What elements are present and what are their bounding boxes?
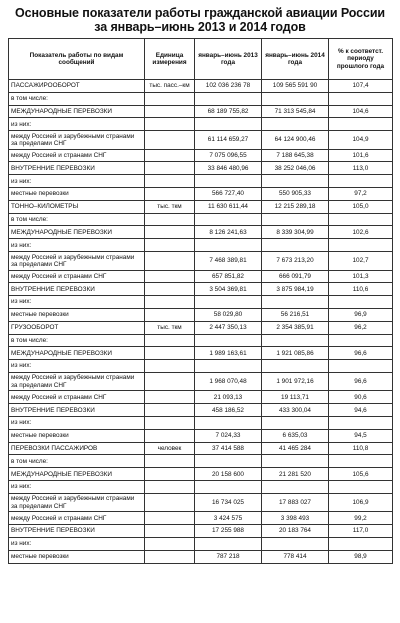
cell-unit	[145, 239, 195, 252]
cell-percent	[329, 175, 393, 188]
cell-2013: 1 968 070,48	[195, 372, 262, 391]
cell-2013: 8 126 241,63	[195, 226, 262, 239]
document-title	[8, 6, 392, 34]
cell-indicator: в том числе:	[9, 334, 145, 347]
cell-percent: 106,9	[329, 493, 393, 512]
cell-percent: 107,4	[329, 80, 393, 93]
table-row	[9, 455, 393, 468]
cell-2013: 11 630 611,44	[195, 200, 262, 213]
cell-indicator: между Россией и зарубежными странами за пределами СНГ	[9, 493, 145, 512]
cell-percent	[329, 213, 393, 226]
cell-percent: 110,6	[329, 283, 393, 296]
cell-2013: 7 468 389,81	[195, 252, 262, 271]
cell-indicator: из них:	[9, 118, 145, 131]
cell-2014: 550 905,33	[262, 188, 329, 201]
cell-unit	[145, 455, 195, 468]
table-row	[9, 252, 393, 271]
cell-unit	[145, 118, 195, 131]
cell-indicator: между Россией и странами СНГ	[9, 149, 145, 162]
cell-2014	[262, 296, 329, 309]
cell-percent: 105,6	[329, 468, 393, 481]
cell-unit	[145, 92, 195, 105]
cell-2013: 16 734 025	[195, 493, 262, 512]
cell-unit	[145, 283, 195, 296]
cell-indicator: между Россией и странами СНГ	[9, 270, 145, 283]
cell-percent: 96,2	[329, 321, 393, 334]
table-row	[9, 213, 393, 226]
cell-percent: 96,6	[329, 372, 393, 391]
cell-unit	[145, 105, 195, 118]
cell-unit	[145, 149, 195, 162]
cell-2014	[262, 175, 329, 188]
cell-unit	[145, 537, 195, 550]
cell-indicator: МЕЖДУНАРОДНЫЕ ПЕРЕВОЗКИ	[9, 226, 145, 239]
cell-unit	[145, 417, 195, 430]
header-2013: январь–июнь 2013 года	[195, 39, 262, 80]
cell-indicator: местные перевозки	[9, 308, 145, 321]
cell-2014: 19 113,71	[262, 391, 329, 404]
cell-2013: 787 218	[195, 550, 262, 563]
table-row	[9, 525, 393, 538]
cell-2013	[195, 118, 262, 131]
cell-2014	[262, 334, 329, 347]
cell-2014: 71 313 545,84	[262, 105, 329, 118]
cell-2014	[262, 455, 329, 468]
cell-2013: 58 029,80	[195, 308, 262, 321]
cell-unit	[145, 550, 195, 563]
table-row	[9, 131, 393, 150]
cell-2014	[262, 213, 329, 226]
table-row	[9, 372, 393, 391]
table-row	[9, 239, 393, 252]
cell-indicator: ВНУТРЕННИЕ ПЕРЕВОЗКИ	[9, 283, 145, 296]
cell-unit	[145, 512, 195, 525]
cell-indicator: ГРУЗООБОРОТ	[9, 321, 145, 334]
cell-2014: 8 339 304,99	[262, 226, 329, 239]
cell-2014: 56 216,51	[262, 308, 329, 321]
table-row	[9, 149, 393, 162]
cell-2013: 458 186,52	[195, 404, 262, 417]
table-row	[9, 321, 393, 334]
table-row	[9, 550, 393, 563]
table-row	[9, 105, 393, 118]
cell-2013	[195, 296, 262, 309]
cell-indicator: между Россией и зарубежными странами за пределами СНГ	[9, 252, 145, 271]
cell-unit: человек	[145, 442, 195, 455]
cell-2014: 41 465 284	[262, 442, 329, 455]
table-row	[9, 188, 393, 201]
cell-2014: 7 673 213,20	[262, 252, 329, 271]
cell-2013	[195, 537, 262, 550]
table-row	[9, 468, 393, 481]
cell-2013: 7 024,33	[195, 429, 262, 442]
indicators-table	[8, 38, 393, 564]
cell-indicator: местные перевозки	[9, 550, 145, 563]
cell-indicator: между Россией и зарубежными странами за пределами СНГ	[9, 131, 145, 150]
cell-2014: 38 252 046,06	[262, 162, 329, 175]
cell-2013	[195, 213, 262, 226]
cell-unit	[145, 131, 195, 150]
table-row	[9, 200, 393, 213]
cell-2014: 2 354 385,91	[262, 321, 329, 334]
cell-2013: 33 846 480,96	[195, 162, 262, 175]
cell-percent: 101,6	[329, 149, 393, 162]
cell-2013: 102 036 236 78	[195, 80, 262, 93]
cell-unit	[145, 391, 195, 404]
table-row	[9, 296, 393, 309]
cell-2013	[195, 334, 262, 347]
cell-unit	[145, 360, 195, 373]
table-row	[9, 391, 393, 404]
table-row	[9, 512, 393, 525]
cell-indicator: ВНУТРЕННИЕ ПЕРЕВОЗКИ	[9, 162, 145, 175]
cell-2013	[195, 239, 262, 252]
header-indicator: Показатель работы по видам сообщений	[9, 39, 145, 80]
cell-indicator: местные перевозки	[9, 429, 145, 442]
cell-percent	[329, 118, 393, 131]
table-row	[9, 226, 393, 239]
cell-percent: 96,6	[329, 347, 393, 360]
cell-unit	[145, 468, 195, 481]
cell-2013	[195, 417, 262, 430]
cell-2013: 657 851,82	[195, 270, 262, 283]
cell-2013	[195, 455, 262, 468]
cell-indicator: между Россией и странами СНГ	[9, 391, 145, 404]
cell-indicator: в том числе:	[9, 455, 145, 468]
cell-2013	[195, 92, 262, 105]
cell-unit	[145, 226, 195, 239]
cell-indicator: между Россией и странами СНГ	[9, 512, 145, 525]
cell-2013: 68 189 755,82	[195, 105, 262, 118]
cell-percent: 97,2	[329, 188, 393, 201]
cell-unit	[145, 252, 195, 271]
cell-2013	[195, 175, 262, 188]
cell-indicator: из них:	[9, 360, 145, 373]
cell-indicator: МЕЖДУНАРОДНЫЕ ПЕРЕВОЗКИ	[9, 468, 145, 481]
cell-unit: тыс. ткм	[145, 321, 195, 334]
cell-percent: 104,6	[329, 105, 393, 118]
cell-2014: 3 875 984,19	[262, 283, 329, 296]
cell-percent: 104,9	[329, 131, 393, 150]
cell-2013: 566 727,40	[195, 188, 262, 201]
cell-percent: 110,8	[329, 442, 393, 455]
cell-indicator: из них:	[9, 481, 145, 494]
cell-unit: тыс. ткм	[145, 200, 195, 213]
cell-indicator: МЕЖДУНАРОДНЫЕ ПЕРЕВОЗКИ	[9, 347, 145, 360]
cell-2014: 21 281 520	[262, 468, 329, 481]
cell-percent: 94,6	[329, 404, 393, 417]
table-row	[9, 537, 393, 550]
table-row	[9, 80, 393, 93]
cell-unit	[145, 213, 195, 226]
cell-indicator: из них:	[9, 537, 145, 550]
cell-indicator: ПЕРЕВОЗКИ ПАССАЖИРОВ	[9, 442, 145, 455]
cell-2014: 109 565 591 90	[262, 80, 329, 93]
cell-percent: 98,9	[329, 550, 393, 563]
cell-percent	[329, 481, 393, 494]
cell-unit	[145, 188, 195, 201]
table-row	[9, 283, 393, 296]
cell-indicator: ПАССАЖИРООБОРОТ	[9, 80, 145, 93]
cell-2014	[262, 92, 329, 105]
cell-indicator: из них:	[9, 417, 145, 430]
cell-indicator: ТОННО–КИЛОМЕТРЫ	[9, 200, 145, 213]
cell-2013: 17 255 988	[195, 525, 262, 538]
cell-2014	[262, 118, 329, 131]
cell-indicator: в том числе:	[9, 92, 145, 105]
cell-indicator: из них:	[9, 239, 145, 252]
cell-unit	[145, 334, 195, 347]
cell-percent: 90,6	[329, 391, 393, 404]
title-line-2: за январь–июнь 2013 и 2014 годов	[94, 20, 306, 34]
cell-percent: 102,6	[329, 226, 393, 239]
cell-2014	[262, 417, 329, 430]
cell-unit	[145, 481, 195, 494]
cell-2013: 21 093,13	[195, 391, 262, 404]
cell-unit	[145, 429, 195, 442]
table-row	[9, 162, 393, 175]
cell-unit	[145, 372, 195, 391]
cell-unit	[145, 525, 195, 538]
cell-2013	[195, 360, 262, 373]
cell-unit	[145, 347, 195, 360]
cell-indicator: из них:	[9, 296, 145, 309]
cell-indicator: между Россией и зарубежными странами за пределами СНГ	[9, 372, 145, 391]
cell-2013: 1 989 163,61	[195, 347, 262, 360]
cell-unit	[145, 162, 195, 175]
table-row	[9, 175, 393, 188]
cell-percent	[329, 537, 393, 550]
cell-unit	[145, 493, 195, 512]
header-2014: январь–июнь 2014 года	[262, 39, 329, 80]
cell-unit	[145, 404, 195, 417]
table-row	[9, 334, 393, 347]
table-body	[9, 80, 393, 564]
cell-2014: 666 091,79	[262, 270, 329, 283]
cell-2013: 37 414 588	[195, 442, 262, 455]
table-row	[9, 417, 393, 430]
cell-indicator: из них:	[9, 175, 145, 188]
table-row	[9, 347, 393, 360]
cell-2014: 17 883 027	[262, 493, 329, 512]
cell-percent	[329, 334, 393, 347]
cell-indicator: в том числе:	[9, 213, 145, 226]
cell-percent: 101,3	[329, 270, 393, 283]
table-row	[9, 92, 393, 105]
cell-2014: 12 215 289,18	[262, 200, 329, 213]
cell-2014: 778 414	[262, 550, 329, 563]
cell-percent: 96,9	[329, 308, 393, 321]
cell-percent: 94,5	[329, 429, 393, 442]
cell-percent: 117,0	[329, 525, 393, 538]
cell-percent	[329, 455, 393, 468]
cell-2014	[262, 537, 329, 550]
cell-2014: 3 398 493	[262, 512, 329, 525]
title-line-1: Основные показатели работы гражданской авиации России	[14, 6, 385, 20]
cell-2014	[262, 481, 329, 494]
cell-2013: 7 075 096,55	[195, 149, 262, 162]
cell-unit	[145, 296, 195, 309]
table-row	[9, 481, 393, 494]
cell-2013	[195, 481, 262, 494]
cell-unit: тыс. пасс.–км	[145, 80, 195, 93]
table-row	[9, 442, 393, 455]
table-header-row	[9, 39, 393, 80]
table-row	[9, 118, 393, 131]
table-row	[9, 404, 393, 417]
cell-percent	[329, 360, 393, 373]
cell-percent: 113,0	[329, 162, 393, 175]
cell-percent	[329, 239, 393, 252]
cell-2014: 433 300,04	[262, 404, 329, 417]
table-row	[9, 308, 393, 321]
cell-percent: 99,2	[329, 512, 393, 525]
cell-indicator: ВНУТРЕННИЕ ПЕРЕВОЗКИ	[9, 525, 145, 538]
cell-indicator: МЕЖДУНАРОДНЫЕ ПЕРЕВОЗКИ	[9, 105, 145, 118]
cell-2014: 6 635,03	[262, 429, 329, 442]
cell-2014: 1 901 972,16	[262, 372, 329, 391]
cell-unit	[145, 175, 195, 188]
cell-2013: 61 114 659,27	[195, 131, 262, 150]
cell-indicator: ВНУТРЕННИЕ ПЕРЕВОЗКИ	[9, 404, 145, 417]
table-row	[9, 493, 393, 512]
header-percent: % к соответст. периоду прошлого года	[329, 39, 393, 80]
cell-2013: 3 504 369,81	[195, 283, 262, 296]
cell-indicator: местные перевозки	[9, 188, 145, 201]
header-unit: Единица измерения	[145, 39, 195, 80]
cell-unit	[145, 308, 195, 321]
cell-unit	[145, 270, 195, 283]
table-row	[9, 360, 393, 373]
cell-percent	[329, 92, 393, 105]
cell-2014	[262, 239, 329, 252]
cell-percent: 102,7	[329, 252, 393, 271]
table-row	[9, 270, 393, 283]
cell-percent	[329, 296, 393, 309]
cell-2014: 20 183 764	[262, 525, 329, 538]
cell-2014: 1 921 085,86	[262, 347, 329, 360]
cell-percent	[329, 417, 393, 430]
cell-2013: 3 424 575	[195, 512, 262, 525]
cell-2013: 2 447 350,13	[195, 321, 262, 334]
cell-2013: 20 158 600	[195, 468, 262, 481]
cell-percent: 105,0	[329, 200, 393, 213]
cell-2014: 64 124 900,46	[262, 131, 329, 150]
cell-2014: 7 188 645,38	[262, 149, 329, 162]
cell-2014	[262, 360, 329, 373]
table-row	[9, 429, 393, 442]
